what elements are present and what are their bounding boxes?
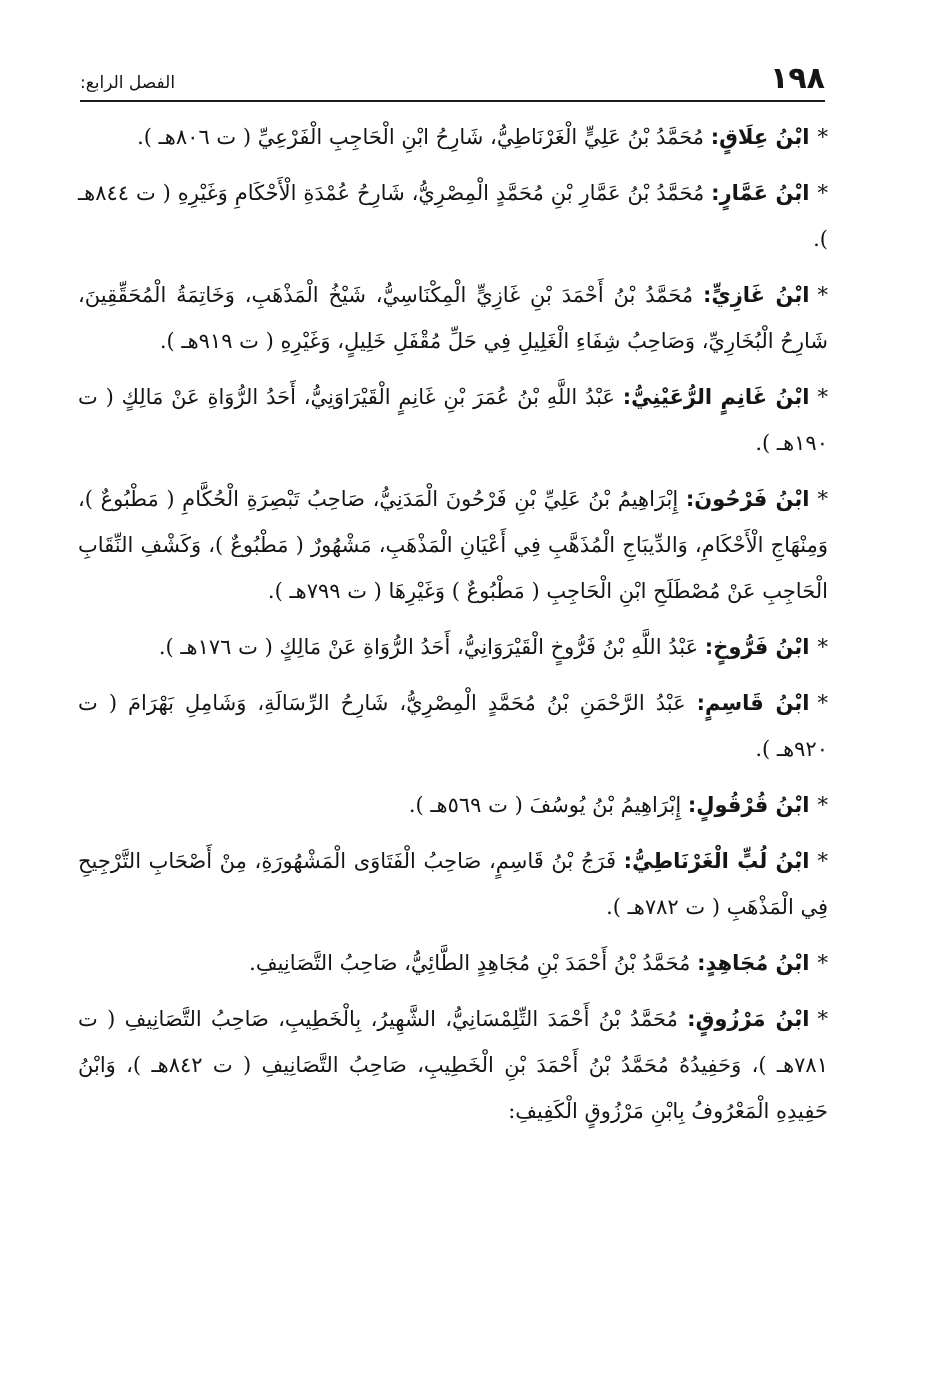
- entry-ibn-ghanim: [78, 374, 828, 466]
- entry-name: ابْنُ عِلَاقٍ:: [710, 125, 810, 149]
- entry-name: ابْنُ قُرْقُولٍ:: [687, 793, 810, 817]
- asterisk-icon: *: [817, 487, 829, 511]
- entry-name: ابْنُ غَازِيٍّ:: [703, 283, 810, 307]
- entry-ibn-farhun: [78, 476, 828, 614]
- entry-ibn-mujahid: [78, 940, 828, 986]
- entry-name: ابْنُ فَرْحُونَ:: [685, 487, 810, 511]
- entry-text: إِبْرَاهِيمُ بْنُ يُوسُفَ ( ت ٥٦٩هـ ).: [408, 793, 682, 817]
- entry-text: إِبْرَاهِيمُ بْنُ عَلِيِّ بْنِ فَرْحُونَ الْمَدَنِيُّ، صَاحِبُ تَبْصِرَةِ الْحُكَّامِ ( مَطْبُوعٌ )، وَمِنْهَاجِ الْأَحْكَامِ، وَالدِّيبَاجِ الْمُذَهَّبِ فِي أَعْيَانِ الْمَذْهَبِ، مَشْهُورٌ ( مَطْبُوعٌ )، وَكَشْفِ النِّقَابِ الْحَاجِبِ عَنْ مُصْطَلَحِ ابْنِ الْحَاجِبِ ( مَطْبُوعٌ ) وَغَيْرِهَا ( ت ٧٩٩هـ ).: [78, 487, 828, 603]
- entry-ibn-qasim: [78, 680, 828, 772]
- entry-ibn-lubb: [78, 838, 828, 930]
- entry-text: مُحَمَّدُ بْنُ أَحْمَدَ بْنِ مُجَاهِدٍ الطَّائِيُّ، صَاحِبُ التَّصَانِيفِ.: [249, 951, 691, 975]
- asterisk-icon: *: [817, 951, 828, 975]
- entry-name: ابْنُ مَرْزُوقٍ:: [687, 1007, 810, 1031]
- entry-name: ابْنُ قَاسِمٍ:: [696, 691, 810, 715]
- entry-name: ابْنُ لُبٍّ الْغَرْنَاطِيُّ:: [623, 849, 810, 873]
- entry-name: ابْنُ غَانِمٍ الرُّعَيْنِيُّ:: [622, 385, 810, 409]
- entry-text: مُحَمَّدُ بْنُ أَحْمَدَ التِّلِمْسَانِيُّ، الشَّهِيرُ، بِالْخَطِيبِ، صَاحِبُ التَّصَانِيفِ ( ت ٧٨١هـ )، وَحَفِيدُهُ مُحَمَّدُ بْنُ أَحْمَدَ بْنِ الْخَطِيبِ، صَاحِبُ التَّصَانِيفِ ( ت ٨٤٢هـ )، وَابْنُ حَفِيدِهِ الْمَعْرُوفُ بِابْنِ مَرْزُوقٍ الْكَفِيفِ:: [78, 1007, 828, 1123]
- asterisk-icon: *: [817, 1007, 828, 1031]
- asterisk-icon: *: [817, 283, 828, 307]
- entry-ibn-farrukh: [78, 624, 828, 670]
- entry-text: مُحَمَّدُ بْنُ عَلِيٍّ الْغَرْنَاطِيُّ، شَارِحُ ابْنِ الْحَاجِبِ الْفَرْعِيِّ ( ت ٨٠٦هـ ).: [137, 125, 705, 149]
- page-number: ١٩٨: [770, 61, 825, 96]
- asterisk-icon: *: [817, 635, 828, 659]
- asterisk-icon: *: [817, 691, 828, 715]
- entry-text: عَبْدُ اللَّهِ بْنُ فَرُّوخٍ الْقَيْرَوَانِيُّ، أَحَدُ الرُّوَاةِ عَنْ مَالِكٍ ( ت ١٧٦هـ ).: [158, 635, 699, 659]
- entry-name: ابْنُ فَرُّوخٍ:: [704, 635, 810, 659]
- page-header: [80, 58, 825, 102]
- asterisk-icon: *: [817, 385, 828, 409]
- entry-ibn-ammar: [78, 170, 828, 262]
- entry-ibn-qurqul: [78, 782, 828, 828]
- asterisk-icon: *: [817, 181, 828, 205]
- entry-name: ابْنُ مُجَاهِدٍ:: [697, 951, 810, 975]
- entry-text: عَبْدُ الرَّحْمَنِ بْنُ مُحَمَّدٍ الْمِصْرِيُّ، شَارِحُ الرِّسَالَةِ، وَشَامِلِ بَهْرَامَ ( ت ٩٢٠هـ ).: [78, 691, 828, 761]
- asterisk-icon: *: [817, 125, 828, 149]
- entry-text: عَبْدُ اللَّهِ بْنُ عُمَرَ بْنِ غَانِمٍ الْقَيْرَاوَنِيُّ، أَحَدُ الرُّوَاةِ عَنْ مَالِكٍ ( ت ١٩٠هـ ).: [78, 385, 828, 455]
- entry-text: مُحَمَّدُ بْنُ عَمَّارِ بْنِ مُحَمَّدٍ الْمِصْرِيُّ، شَارِحُ عُمْدَةِ الْأَحْكَامِ وَغَيْرِهِ ( ت ٨٤٤هـ ).: [78, 181, 828, 251]
- entry-ibn-marzuq: [78, 996, 828, 1134]
- entries-list: [78, 114, 828, 1144]
- entry-text: مُحَمَّدُ بْنُ أَحْمَدَ بْنِ غَازِيٍّ الْمِكْنَاسِيُّ، شَيْخُ الْمَذْهَبِ، وَخَاتِمَةُ الْمُحَقِّقِينَ، شَارِحُ الْبُخَارِيِّ، وَصَاحِبُ شِفَاءِ الْغَلِيلِ فِي حَلِّ مُقْفَلِ خَلِيلٍ، وَغَيْرِهِ ( ت ٩١٩هـ ).: [78, 283, 828, 353]
- entry-ibn-ghazi: [78, 272, 828, 364]
- entry-name: ابْنُ عَمَّارٍ:: [711, 181, 810, 205]
- asterisk-icon: *: [817, 849, 828, 873]
- entry-ibn-allaq: [78, 114, 828, 160]
- entry-text: فَرَجُ بْنُ قَاسِمٍ، صَاحِبُ الْفَتَاوَى الْمَشْهُورَةِ، مِنْ أَصْحَابِ التَّرْجِيحِ فِي الْمَذْهَبِ ( ت ٧٨٢هـ ).: [78, 849, 828, 919]
- asterisk-icon: *: [817, 793, 828, 817]
- chapter-title: الفصل الرابع:: [80, 73, 176, 93]
